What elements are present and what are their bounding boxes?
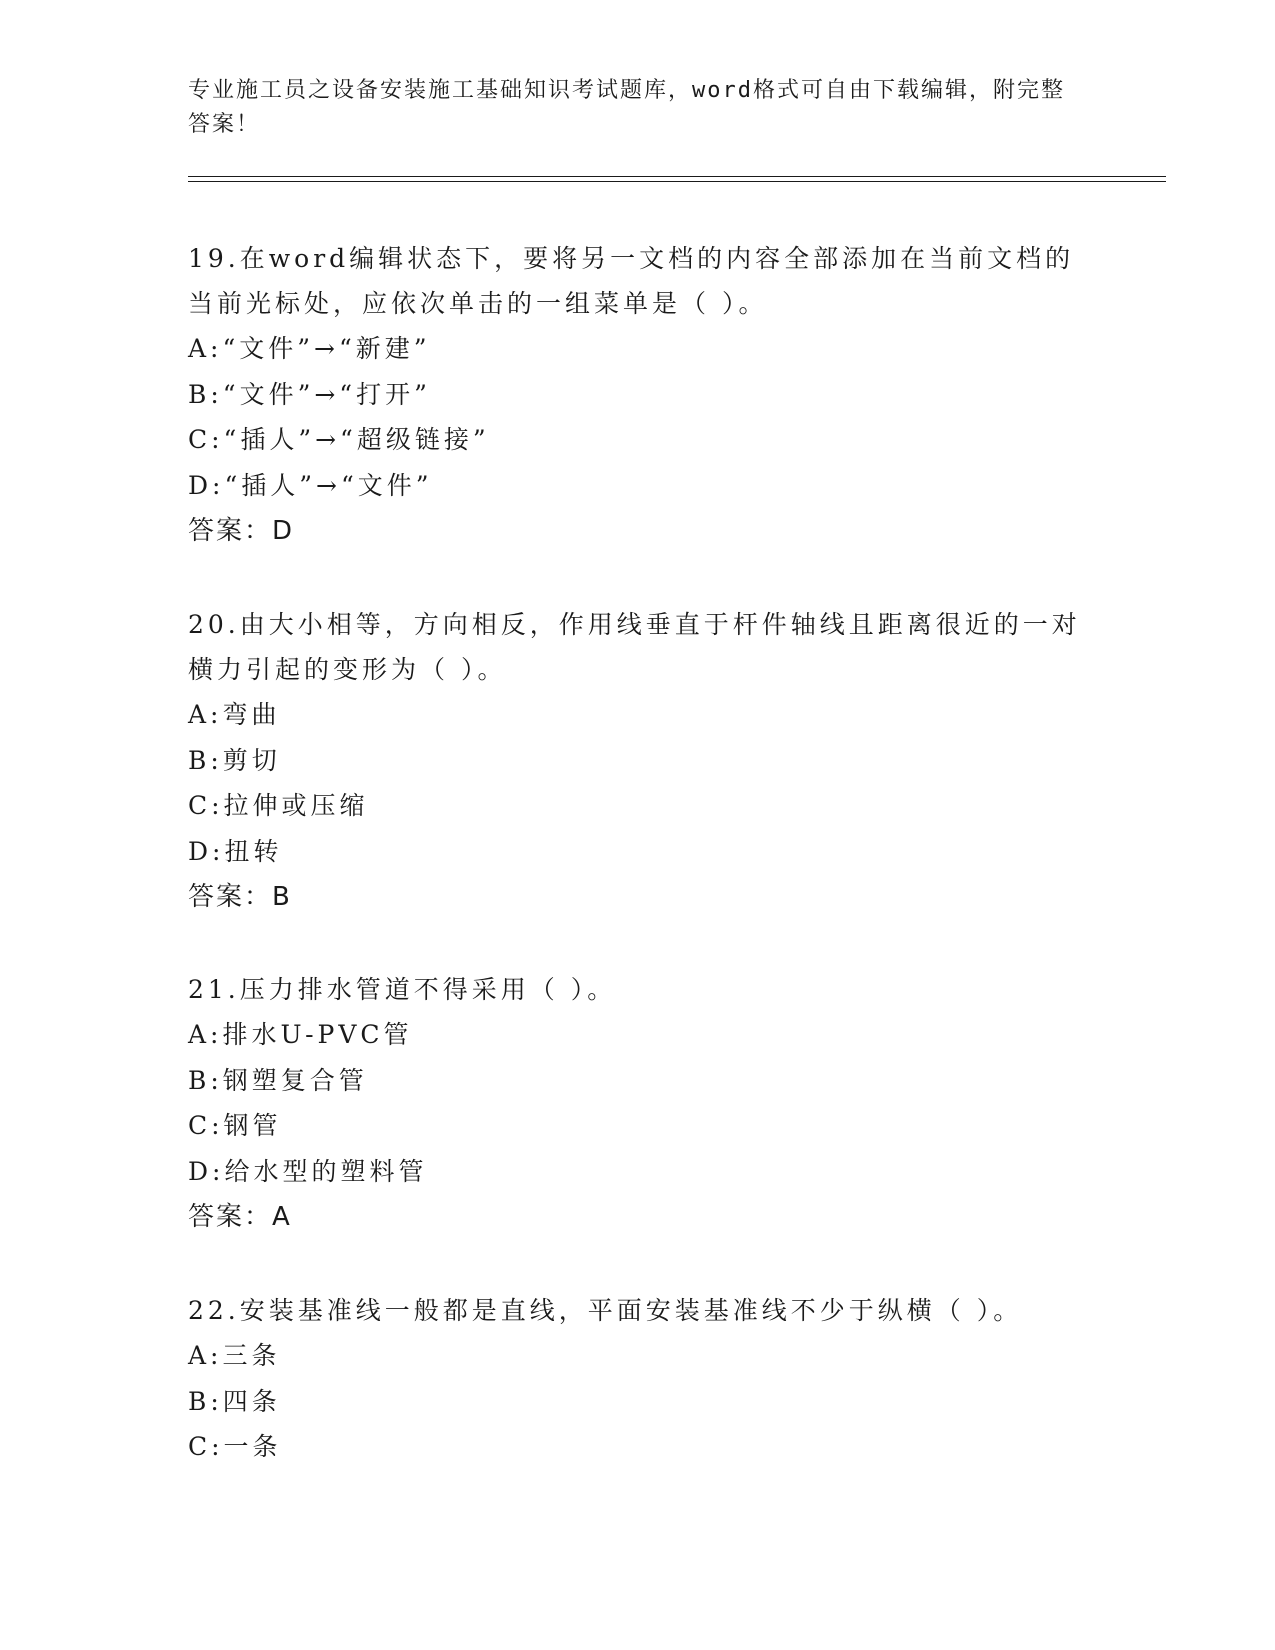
question-21 [188, 967, 1088, 1240]
option-a: A:三条 [188, 1341, 281, 1370]
question-19 [188, 236, 1088, 554]
option-c: C:钢管 [188, 1111, 282, 1140]
answer-line: 答案：A [188, 1202, 292, 1232]
question-stem: 19.在word编辑状态下，要将另一文档的内容全部添加在当前文档的当前光标处，应依次单击的一组菜单是（ ）。 [188, 244, 1075, 318]
answer-line: 答案：B [188, 882, 292, 912]
question-stem: 21.压力排水管道不得采用（ ）。 [188, 975, 617, 1004]
question-stem: 22.安装基准线一般都是直线，平面安装基准线不少于纵横（ ）。 [188, 1296, 1023, 1325]
option-c: C:“插人”→“超级链接” [188, 425, 490, 454]
question-20 [188, 602, 1088, 920]
option-d: D:给水型的塑料管 [188, 1156, 428, 1186]
option-b: B:四条 [188, 1386, 281, 1416]
option-b: B:钢塑复合管 [188, 1065, 368, 1095]
option-b: B:“文件”→“打开” [188, 379, 431, 409]
question-stem: 20.由大小相等，方向相反，作用线垂直于杆件轴线且距离很近的一对横力引起的变形为（ ）。 [188, 610, 1081, 684]
option-d: D:扭转 [188, 836, 283, 866]
header-divider-top [188, 176, 1166, 177]
answer-line: 答案：D [188, 516, 295, 546]
option-a: A:“文件”→“新建” [188, 334, 431, 363]
option-d: D:“插人”→“文件” [188, 470, 433, 500]
header-divider-bottom [188, 181, 1166, 182]
option-b: B:剪切 [188, 745, 281, 775]
question-22 [188, 1288, 1088, 1470]
option-c: C:一条 [188, 1432, 282, 1461]
document-header [188, 74, 1068, 142]
option-a: A:弯曲 [188, 700, 281, 729]
option-a: A:排水U-PVC管 [188, 1020, 413, 1049]
option-c: C:拉伸或压缩 [188, 791, 369, 820]
header-text: 专业施工员之设备安装施工基础知识考试题库，word格式可自由下载编辑，附完整答案！ [188, 78, 1065, 137]
